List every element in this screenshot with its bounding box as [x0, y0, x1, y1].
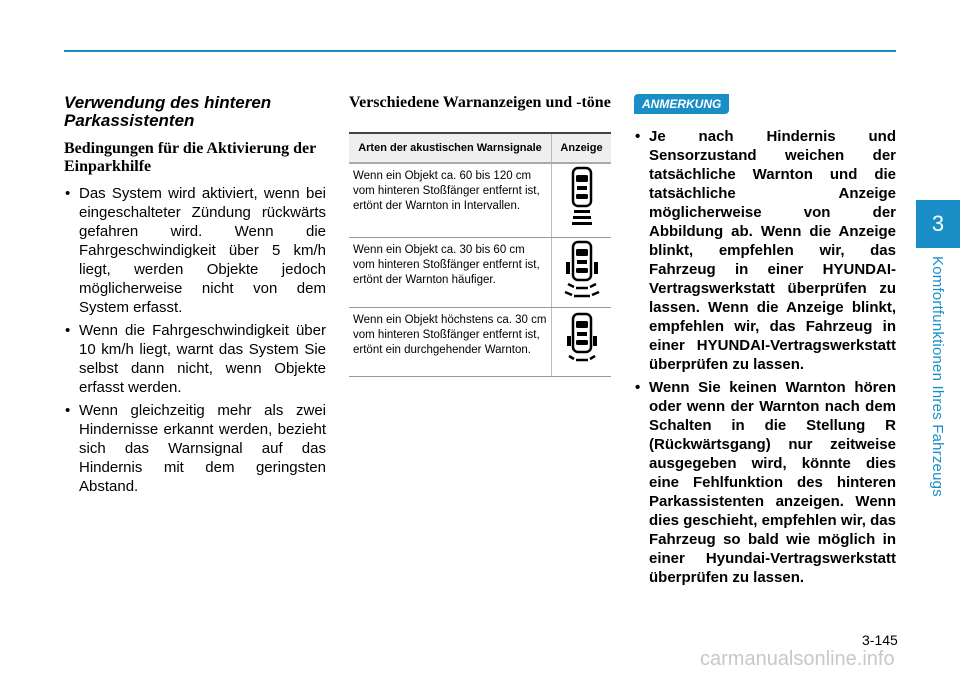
table-cell-indicator — [552, 308, 612, 377]
table-row — [349, 308, 611, 377]
column-1 — [64, 94, 326, 500]
chapter-number-tab — [916, 200, 960, 248]
page-number: 3-145 — [862, 632, 898, 648]
car-sensor-far-icon — [562, 166, 602, 230]
table-cell-indicator — [552, 238, 612, 308]
table-cell-indicator — [552, 163, 612, 238]
table-cell-description: Wenn ein Objekt ca. 60 bis 120 cm vom hinteren Stoßfänger entfernt ist, ertönt der Warnton in Intervallen. — [349, 163, 552, 238]
warning-table — [349, 132, 611, 377]
car-sensor-near-icon — [560, 312, 604, 368]
chapter-number: 3 — [931, 211, 945, 236]
table-header-types: Arten der akustischen Warnsignale — [349, 133, 552, 163]
table-row — [349, 163, 611, 238]
table-cell-description: Wenn ein Objekt ca. 30 bis 60 cm vom hinteren Stoßfänger entfernt ist, ertönt der Warnton häufiger. — [349, 238, 552, 308]
list-item: • Je nach Hindernis und Sensorzustand weichen der tatsächliche Warnton und die tatsächliche Anzeige möglicherweise von der Abbildung ab. Wenn die Anzeige blinkt, empfehlen wir, das Fahrzeug in einer HYUNDAI-Vertragswerkstatt überprüfen zu lassen. Wenn die Anzeige blinkt, empfehlen wir, das Fahrzeug in einer HYUNDAI-Vertragswerkstatt überprüfen zu lassen. — [634, 127, 896, 374]
note-list — [634, 127, 896, 587]
watermark: carmanualsonline.info — [700, 648, 895, 670]
list-item: • Wenn gleichzeitig mehr als zwei Hindernisse erkannt werden, bezieht sich das Warnsignal auf das Hindernis mit dem geringsten Abstand. — [64, 401, 326, 496]
table-cell-description: Wenn ein Objekt höchstens ca. 30 cm vom hinteren Stoßfänger entfernt ist, ertönt ein durchgehender Warnton. — [349, 308, 552, 377]
bullet-list — [64, 184, 326, 496]
table-row — [349, 238, 611, 308]
column-3 — [634, 94, 896, 591]
car-sensor-mid-icon — [560, 240, 604, 300]
chapter-title: Komfortfunktionen Ihres Fahrzeugs — [929, 256, 946, 497]
section-heading: Verschiedene Warnanzeigen und -töne — [349, 94, 611, 111]
table-header-row — [349, 133, 611, 163]
note-badge: ANMERKUNG — [634, 94, 729, 114]
list-item: • Das System wird aktiviert, wenn bei eingeschalteter Zündung rückwärts gefahren wird. Wenn die Fahrgeschwindigkeit über 5 km/h liegt, werden Objekte jedoch möglicherweise nicht von dem System erfasst. — [64, 184, 326, 317]
section-subheading: Bedingungen für die Aktivierung der Einparkhilfe — [64, 140, 316, 175]
list-item: • Wenn die Fahrgeschwindigkeit über 10 km/h liegt, warnt das System Sie selbst dann nicht, wenn Objekte erfasst werden. — [64, 321, 326, 397]
table-header-display: Anzeige — [552, 133, 612, 163]
section-heading: Verwendung des hinteren Parkassistenten — [64, 93, 272, 130]
header-rule — [64, 50, 896, 52]
column-2 — [349, 94, 611, 377]
list-item: • Wenn Sie keinen Warnton hören oder wenn der Warnton nach dem Schalten in die Stellung R (Rückwärtsgang) nur zeitweise ausgegeben wird, könnte dies eine Fehlfunktion des hinteren Parkassistenten anzeigen. Wenn dies geschieht, empfehlen wir, das Fahrzeug so bald wie möglich in einer Hyundai-Vertragswerkstatt überprüfen zu lassen. — [634, 378, 896, 587]
